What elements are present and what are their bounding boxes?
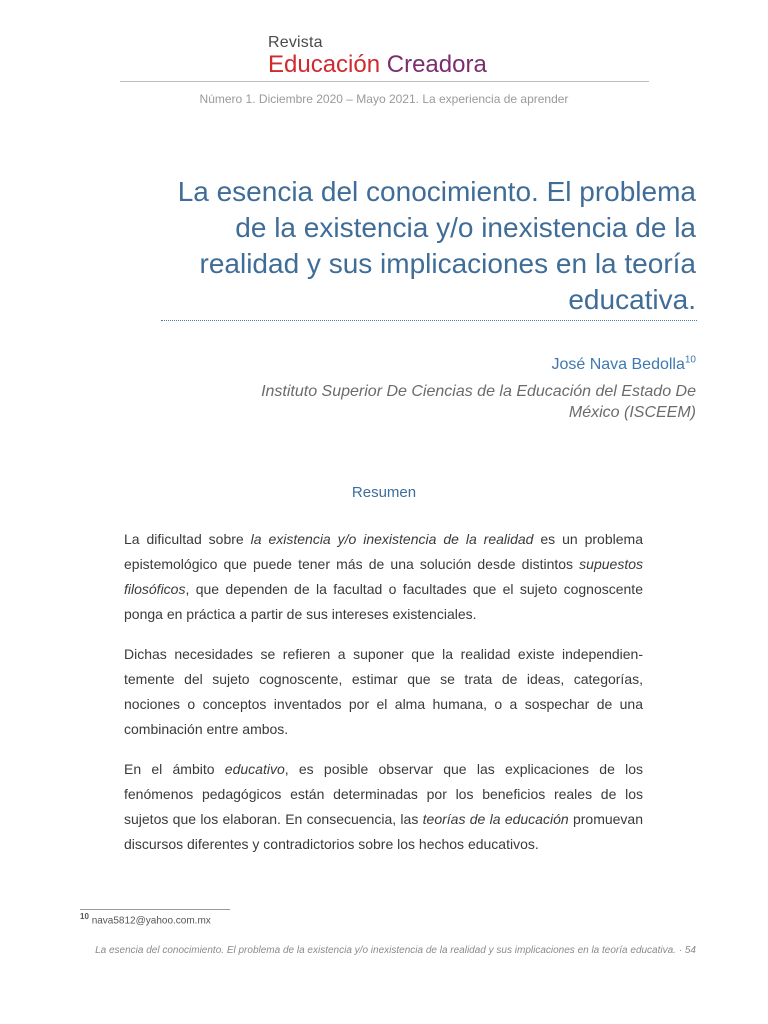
author-name-text: José Nava Bedolla (551, 356, 685, 373)
header-divider (120, 81, 649, 82)
running-footer-title: La esencia del conocimiento. El problema de la existencia y/o inexistencia de la realidad y sus implicaciones en la teoría educativa. (95, 945, 676, 956)
paragraph-text: Dichas necesidades se refieren a suponer que la realidad existe independien-temente del sujeto cognoscente, estimar que se trata de ideas, categorías, nociones o conceptos inventados por el alma humana, o a sospechar de una combinación entre ambos. (124, 646, 643, 737)
journal-logo-educacion: Educación (268, 51, 381, 78)
title-divider (161, 320, 697, 321)
paragraph-emphasis: la existencia y/o inexistencia de la realidad (250, 531, 534, 547)
paragraph-emphasis: educativo (224, 761, 285, 777)
paragraph-text: La dificultad sobre (124, 531, 251, 547)
abstract-heading: Resumen (351, 484, 417, 501)
abstract-paragraph-3 (124, 757, 643, 857)
running-footer-separator: · (678, 945, 683, 956)
author-affiliation: Instituto Superior De Ciencias de la Educación del Estado De México (ISCEEM) (261, 383, 696, 421)
abstract-paragraph-2 (124, 642, 643, 742)
paragraph-text: , es posible observar que las explicaciones de los fenómenos pedagógicos están determinadas por los beneficios reales de los sujetos que los elaboran. En consecuencia, las (124, 761, 643, 827)
footnote (80, 912, 211, 926)
footnote-email-link[interactable]: nava5812@yahoo.com.mx (91, 915, 211, 927)
paragraph-text: , que dependen de la facultad o facultades que el sujeto cognoscente ponga en práctica a partir de sus intereses existenciales. (124, 581, 643, 622)
paragraph-emphasis: teorías de la educación (422, 811, 569, 827)
issue-info: Número 1. Diciembre 2020 – Mayo 2021. La experiencia de aprender (199, 92, 569, 106)
author-footnote-mark[interactable]: 10 (684, 354, 696, 366)
article-title: La esencia del conocimiento. El problema de la existencia y/o inexistencia de la realidad y sus implicaciones en la teoría educativa. (177, 176, 696, 315)
footnote-mark: 10 (80, 912, 89, 921)
paragraph-text: es un problema epistemológico que puede tener más de una solución desde distintos (124, 531, 643, 572)
running-footer (76, 944, 696, 958)
author-name (551, 356, 696, 374)
journal-logo-name (268, 52, 487, 78)
paragraph-emphasis: supuestos filosóficos (124, 556, 643, 597)
journal-logo-creadora: Creadora (386, 51, 487, 78)
page-number: 54 (684, 945, 696, 956)
abstract-paragraph-1 (124, 527, 643, 627)
journal-logo-revista: Revista (268, 34, 323, 51)
paragraph-text: En el ámbito (124, 761, 225, 777)
footnote-divider (80, 909, 230, 910)
journal-logo (268, 34, 487, 78)
paragraph-text: promuevan discursos diferentes y contradictorios sobre los hechos educativos. (124, 811, 644, 852)
